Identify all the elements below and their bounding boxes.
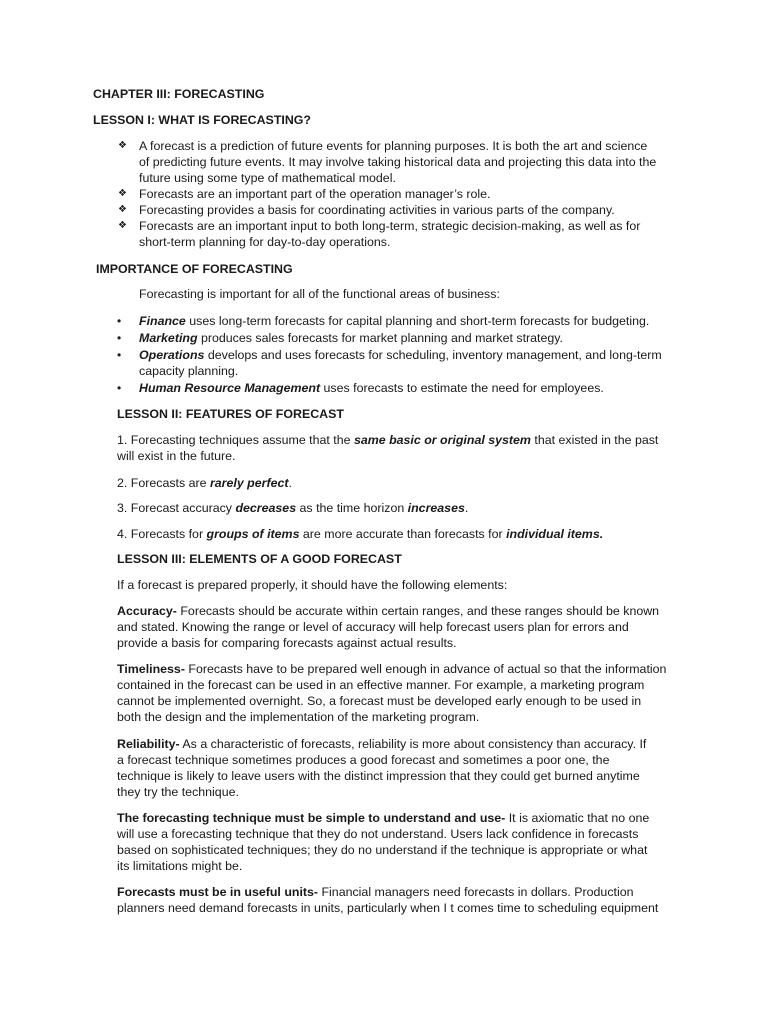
lesson2-heading: LESSON II: FEATURES OF FORECAST	[117, 407, 344, 421]
term-units: Forecasts must be in useful units-	[117, 885, 319, 899]
feature-4	[117, 526, 603, 542]
units-line: planners need demand forecasts in units, particularly when I t comes time to scheduling equipment	[117, 901, 659, 915]
list-item	[0, 186, 768, 202]
term-hrm: Human Resource Management	[139, 381, 321, 395]
list-item	[0, 202, 768, 218]
text: 4. Forecasts for	[117, 527, 207, 541]
bullet-text: uses long-term forecasts for capital planning and short-term forecasts for budgeting.	[185, 314, 650, 328]
diamond-bullet-icon: ❖	[118, 140, 127, 151]
simple-para	[117, 810, 649, 826]
emphasis: individual items.	[506, 527, 604, 541]
chapter-title: CHAPTER III: FORECASTING	[93, 87, 265, 101]
timeliness-para	[117, 661, 666, 677]
reliability-para	[117, 736, 646, 752]
bullet-line	[139, 380, 604, 396]
reliability-line: they try the technique.	[117, 785, 239, 799]
text: As a characteristic of forecasts, reliability is more about consistency than accuracy. If	[179, 737, 647, 751]
emphasis: groups of items	[206, 527, 300, 541]
feature-3	[117, 500, 468, 516]
importance-heading: IMPORTANCE OF FORECASTING	[96, 262, 293, 276]
term-operations: Operations	[139, 348, 205, 362]
text: Financial managers need forecasts in dollars. Production	[318, 885, 634, 899]
bullet-text: Forecasts are an important input to both long-term, strategic decision-making, as well as for	[139, 219, 641, 233]
term-timeliness: Timeliness-	[117, 662, 185, 676]
term-reliability: Reliability-	[117, 737, 180, 751]
list-item	[0, 347, 768, 363]
accuracy-line: and stated. Knowing the range or level of accuracy will help forecast users plan for errors and	[117, 620, 629, 634]
bullet-text: Forecasting provides a basis for coordinating activities in various parts of the company.	[139, 203, 615, 217]
text: that existed in the past	[530, 433, 659, 447]
term-simple: The forecasting technique must be simple to understand and use-	[117, 811, 506, 825]
list-item	[0, 218, 768, 234]
bullet-line	[139, 330, 563, 346]
units-para	[117, 884, 634, 900]
feature-2	[117, 475, 292, 491]
emphasis: rarely perfect	[209, 476, 289, 490]
bullet-text-cont: short-term planning for day-to-day operations.	[139, 235, 391, 249]
emphasis: increases	[407, 501, 465, 515]
list-item	[0, 330, 768, 346]
dot-bullet-icon: •	[117, 348, 122, 362]
bullet-text-cont: of predicting future events. It may involve taking historical data and projecting this data into the	[139, 155, 657, 169]
text: It is axiomatic that no one	[505, 811, 650, 825]
text: 1. Forecasting techniques assume that the	[117, 433, 354, 447]
diamond-bullet-icon: ❖	[118, 204, 127, 215]
timeliness-line: both the design and the implementation of the marketing program.	[117, 710, 480, 724]
importance-intro: Forecasting is important for all of the functional areas of business:	[139, 287, 500, 301]
timeliness-line: cannot be implemented overnight. So, a forecast must be developed early enough to be used in	[117, 694, 642, 708]
text: as the time horizon	[296, 501, 408, 515]
diamond-bullet-icon: ❖	[118, 188, 127, 199]
term-accuracy: Accuracy-	[117, 604, 177, 618]
list-item	[0, 380, 768, 396]
accuracy-para	[117, 603, 659, 619]
timeliness-line: contained in the forecast can be used in an effective manner. For example, a marketing program	[117, 678, 645, 692]
simple-line: its limitations might be.	[117, 859, 243, 873]
text: Forecasts should be accurate within certain ranges, and these ranges should be known	[176, 604, 660, 618]
text: .	[464, 501, 469, 515]
dot-bullet-icon: •	[117, 314, 122, 328]
emphasis: same basic or original system	[353, 433, 531, 447]
dot-bullet-icon: •	[117, 381, 122, 395]
list-item	[0, 138, 768, 154]
dot-bullet-icon: •	[117, 331, 122, 345]
text: 2. Forecasts are	[117, 476, 210, 490]
emphasis: decreases	[235, 501, 297, 515]
bullet-text: develops and uses forecasts for scheduling, inventory management, and long-term	[204, 348, 662, 362]
lesson1-heading: LESSON I: WHAT IS FORECASTING?	[93, 113, 311, 127]
feature-1	[117, 432, 658, 448]
lesson3-heading: LESSON III: ELEMENTS OF A GOOD FORECAST	[117, 552, 402, 566]
bullet-text: A forecast is a prediction of future events for planning purposes. It is both the art and science	[139, 139, 648, 153]
bullet-text: Forecasts are an important part of the operation manager’s role.	[139, 187, 491, 201]
bullet-text-cont: future using some type of mathematical model.	[139, 171, 396, 185]
bullet-text: uses forecasts to estimate the need for employees.	[320, 381, 604, 395]
bullet-text: produces sales forecasts for market planning and market strategy.	[197, 331, 563, 345]
term-finance: Finance	[139, 314, 186, 328]
text: are more accurate than forecasts for	[299, 527, 507, 541]
accuracy-line: provide a basis for comparing forecasts against actual results.	[117, 636, 457, 650]
simple-line: will use a forecasting technique that they do not understand. Users lack confidence in forecasts	[117, 827, 639, 841]
list-item	[0, 313, 768, 329]
bullet-line	[139, 313, 649, 329]
text: .	[288, 476, 292, 490]
reliability-line: a forecast technique sometimes produces a good forecast and sometimes a poor one, the	[117, 753, 610, 767]
term-marketing: Marketing	[139, 331, 198, 345]
feature-1-cont: will exist in the future.	[117, 449, 236, 463]
reliability-line: technique is likely to leave users with the distinct impression that they could get burned anytime	[117, 769, 640, 783]
simple-line: based on sophisticated techniques; they do no understand if the technique is appropriate or what	[117, 843, 648, 857]
diamond-bullet-icon: ❖	[118, 220, 127, 231]
text: 3. Forecast accuracy	[117, 501, 236, 515]
bullet-line	[139, 347, 662, 363]
bullet-text-cont: capacity planning.	[139, 364, 239, 378]
text: Forecasts have to be prepared well enough in advance of actual so that the information	[184, 662, 667, 676]
lesson3-intro: If a forecast is prepared properly, it should have the following elements:	[117, 578, 508, 592]
